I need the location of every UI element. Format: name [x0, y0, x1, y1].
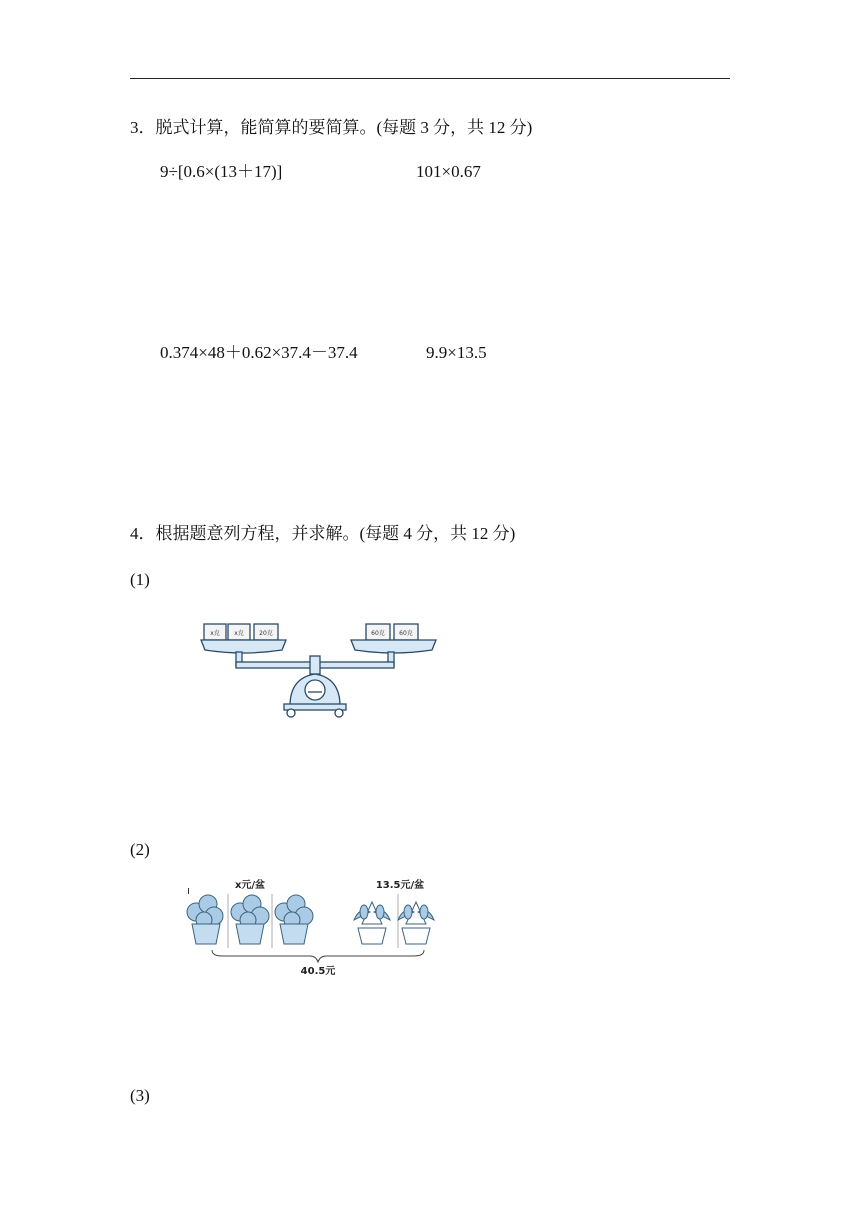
total-label: 40.5元	[300, 966, 336, 977]
total-brace	[212, 950, 424, 962]
weight-60-1: 60克	[371, 630, 385, 637]
hydrangea-pot-icon	[231, 895, 269, 944]
hydrangea-pot-icon	[275, 895, 313, 944]
q3-heading: 3．脱式计算，能简算的要简算。(每题 3 分，共 12 分)	[130, 118, 533, 137]
price-left-label: x元/盆	[234, 880, 266, 891]
weight-60-2: 60克	[399, 630, 413, 637]
q4-part2-label: (2)	[130, 840, 150, 859]
q3-item-3: 0.374×48＋0.62×37.4－37.4	[160, 343, 358, 362]
q4-part3-label: (3)	[130, 1086, 150, 1105]
balance-scale-figure	[196, 612, 440, 724]
header-rule	[130, 78, 730, 79]
weight-x-2: x克	[234, 630, 244, 637]
hydrangea-pot-icon	[187, 888, 223, 944]
q3-item-1: 9÷[0.6×(13＋17)]	[160, 162, 283, 181]
q3-item-2: 101×0.67	[416, 162, 481, 181]
weight-20: 20克	[259, 630, 273, 637]
flower-pot-icon	[354, 902, 390, 944]
flower-pot-icon	[398, 902, 434, 944]
price-right-label: 13.5元/盆	[375, 880, 425, 891]
q3-item-4: 9.9×13.5	[426, 343, 487, 362]
q4-heading: 4．根据题意列方程，并求解。(每题 4 分，共 12 分)	[130, 524, 516, 543]
weight-x-1: x克	[210, 630, 220, 637]
q4-part1-label: (1)	[130, 570, 150, 589]
flower-pots-figure	[184, 872, 444, 982]
